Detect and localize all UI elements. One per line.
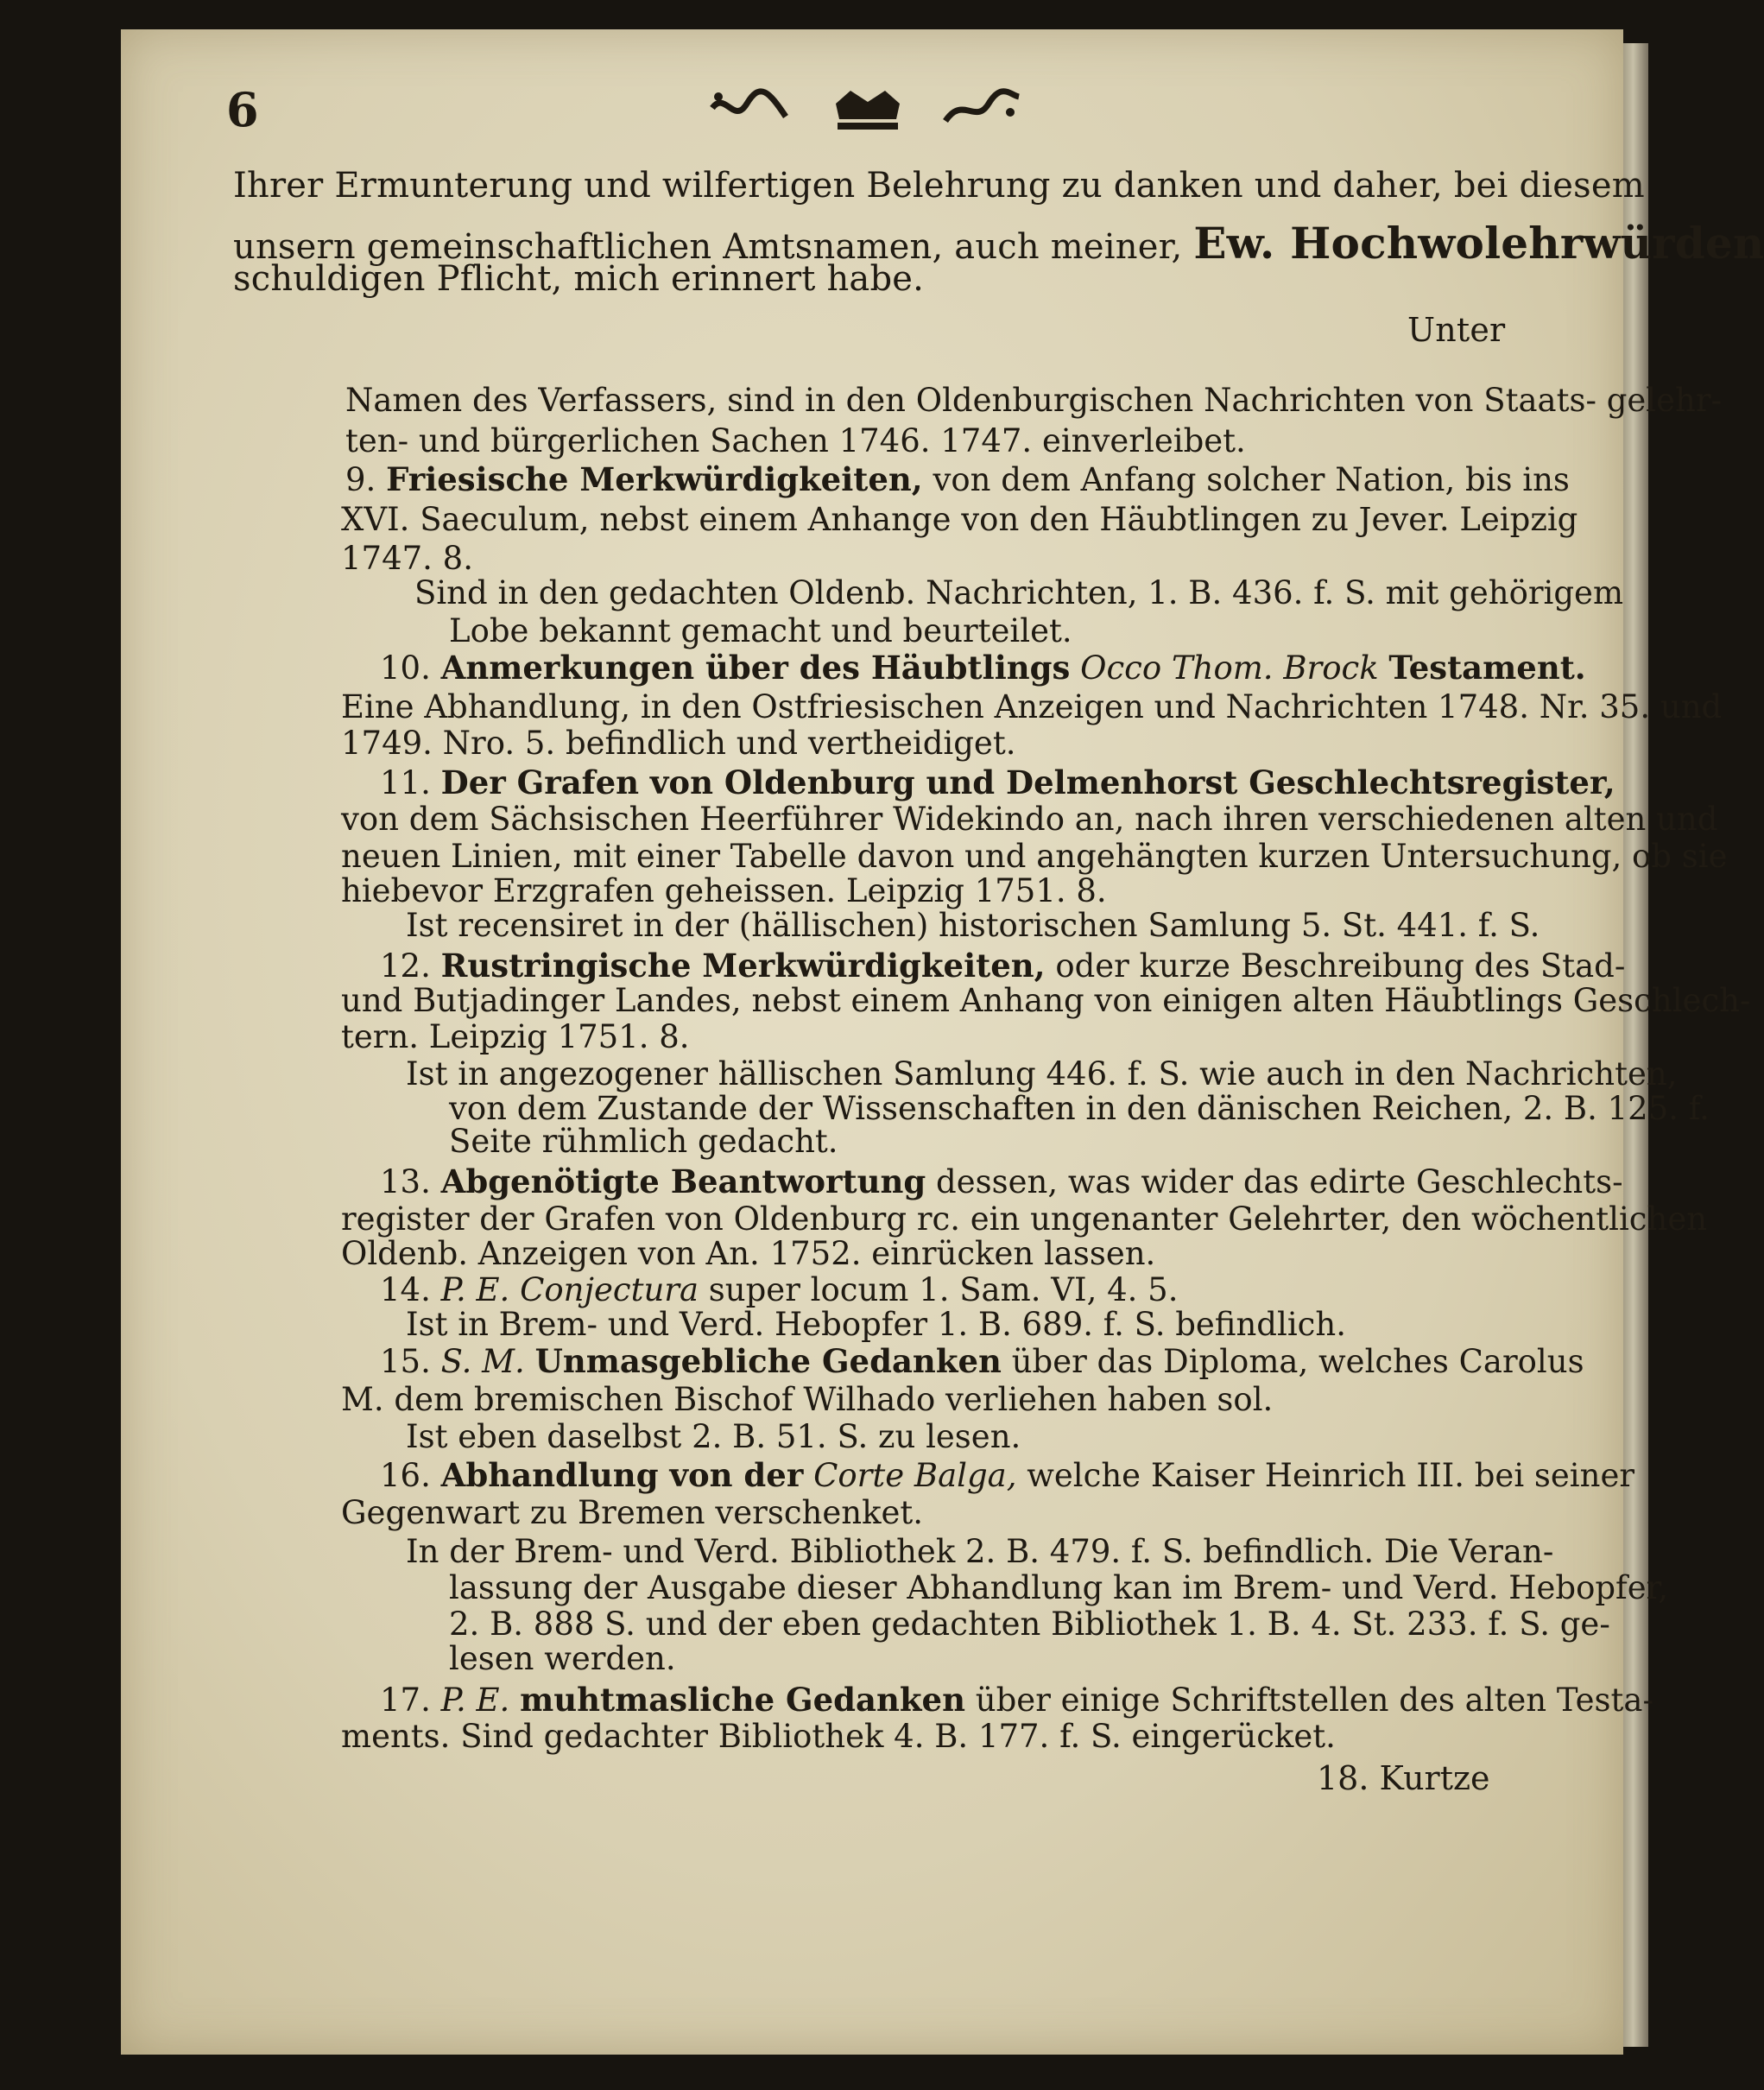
- entry-15-line-2: M. dem bremischen Bischof Wilhado verliehen haben sol.: [341, 1381, 1274, 1418]
- entry-17-number: 17.: [380, 1682, 431, 1719]
- entry-9-title: Friesische Merkwürdigkeiten,: [386, 460, 923, 498]
- entry-13-line-1: [380, 1162, 1623, 1200]
- entry-15-rest: über das Diploma, welches Carolus: [1011, 1343, 1584, 1380]
- entry-9-number: 9.: [345, 461, 376, 498]
- entry-17-line-1: [380, 1681, 1653, 1719]
- entry-11-line-2: von dem Sächsischen Heerführer Widekindo an, nach ihren verschiedenen alten und: [341, 801, 1718, 838]
- entry-13-title: Abgenötigte Beantwortung: [440, 1162, 926, 1200]
- entry-11-line-4: hiebevor Erzgrafen geheissen. Leipzig 1751. 8.: [341, 872, 1107, 909]
- entry-17-rest: über einige Schriftstellen des alten Testa-: [975, 1682, 1653, 1719]
- entry-14-number: 14.: [380, 1271, 431, 1308]
- catchword-bottom: 18. Kurtze: [1317, 1759, 1490, 1797]
- catchword-top: Unter: [1407, 311, 1506, 349]
- intro-line-3: schuldigen Pflicht, mich erinnert habe.: [233, 259, 925, 299]
- entry-12-title: Rustringische Merkwürdigkeiten,: [440, 947, 1046, 985]
- entry-13-line-2: register der Grafen von Oldenburg rc. ein ungenanter Gelehrter, den wöchentlichen: [341, 1200, 1708, 1238]
- entry-12-rest: oder kurze Beschreibung des Stad-: [1055, 947, 1626, 985]
- entry-12-line-4: Ist in angezogener hällischen Samlung 446. f. S. wie auch in den Nachrichten,: [406, 1055, 1678, 1092]
- entry-10-line-2: Eine Abhandlung, in den Ostfriesischen Anzeigen und Nachrichten 1748. Nr. 35. und: [341, 688, 1723, 725]
- entry-10-line-3: 1749. Nro. 5. befindlich und vertheidiget.: [341, 725, 1016, 762]
- page-number: 6: [226, 82, 259, 137]
- entry-12-line-6: Seite rühmlich gedacht.: [449, 1123, 838, 1160]
- entry-12-number: 12.: [380, 947, 431, 985]
- entry-11-line-5: Ist recensiret in der (hällischen) historischen Samlung 5. St. 441. f. S.: [406, 907, 1540, 944]
- entry-16-name: Corte Balga,: [813, 1457, 1017, 1494]
- entry-10-title: Anmerkungen über des Häubtlings: [440, 649, 1071, 687]
- entry-17-title: muhtmasliche Gedanken: [520, 1681, 966, 1719]
- entry-16-line-3: In der Brem- und Verd. Bibliothek 2. B. 479. f. S. befindlich. Die Veran-: [406, 1533, 1554, 1570]
- intro-line-2-start: unsern gemeinschaftlichen Amtsnamen, auch meiner,: [233, 227, 1183, 267]
- entry-13-line-3: Oldenb. Anzeigen von An. 1752. einrücken lassen.: [341, 1235, 1156, 1272]
- entry-16-number: 16.: [380, 1457, 431, 1494]
- intro-line-2-address: Ew. Hochwolehrwürden: [1193, 218, 1764, 269]
- entry-14-rest: super locum 1. Sam. VI, 4. 5.: [708, 1271, 1179, 1308]
- entry-8-line-2: ten- und bürgerlichen Sachen 1746. 1747. einverleibet.: [345, 422, 1246, 459]
- entry-15-line-1: [380, 1342, 1584, 1380]
- entry-14-author: P. E.: [440, 1271, 510, 1308]
- entry-11-title: Der Grafen von Oldenburg und Delmenhorst Geschlechtsregister,: [440, 763, 1615, 801]
- entry-8-line-1: Namen des Verfassers, sind in den Oldenburgischen Nachrichten von Staats- gelehr-: [345, 382, 1723, 419]
- entry-10-line-1: [380, 649, 1586, 687]
- entry-14-title: Conjectura: [520, 1271, 699, 1308]
- entry-9-line-2: XVI. Saeculum, nebst einem Anhange von den Häubtlingen zu Jever. Leipzig: [341, 501, 1578, 538]
- entry-11-line-1: [380, 763, 1615, 801]
- entry-13-rest: dessen, was wider das edirte Geschlechts-: [936, 1163, 1623, 1200]
- entry-12-line-3: tern. Leipzig 1751. 8.: [341, 1018, 690, 1055]
- entry-16-line-4: lassung der Ausgabe dieser Abhandlung kan im Brem- und Verd. Hebopfer,: [449, 1569, 1668, 1606]
- entry-15-line-3: Ist eben daselbst 2. B. 51. S. zu lesen.: [406, 1418, 1021, 1455]
- entry-16-line-2: Gegenwart zu Bremen verschenket.: [341, 1494, 924, 1531]
- entry-12-line-1: [380, 947, 1626, 985]
- entry-16-line-5: 2. B. 888 S. und der eben gedachten Bibliothek 1. B. 4. St. 233. f. S. ge-: [449, 1606, 1610, 1643]
- entry-15-title: Unmasgebliche Gedanken: [534, 1342, 1002, 1380]
- left-flourish-ornament: [708, 86, 790, 130]
- right-flourish-ornament: [941, 86, 1023, 130]
- book-spine: [1623, 43, 1648, 2047]
- entry-13-number: 13.: [380, 1163, 431, 1200]
- entry-9-line-4: Sind in den gedachten Oldenb. Nachrichten, 1. B. 436. f. S. mit gehörigem: [414, 574, 1624, 611]
- intro-line-1: Ihrer Ermunterung und wilfertigen Belehrung zu danken und daher, bei diesem: [233, 166, 1645, 206]
- entry-10-rest: Testament.: [1388, 649, 1586, 687]
- entry-16-title: Abhandlung von der: [440, 1456, 804, 1494]
- entry-16-rest: welche Kaiser Heinrich III. bei seiner: [1027, 1457, 1635, 1494]
- entry-9-line-1: [345, 460, 1570, 498]
- entry-12-line-5: von dem Zustande der Wissenschaften in den dänischen Reichen, 2. B. 125. f.: [449, 1090, 1710, 1127]
- entry-11-number: 11.: [380, 764, 431, 801]
- entry-17-line-2: ments. Sind gedachter Bibliothek 4. B. 177. f. S. eingerücket.: [341, 1718, 1336, 1755]
- entry-10-name: Occo Thom. Brock: [1080, 649, 1379, 687]
- entry-11-line-3: neuen Linien, mit einer Tabelle davon und angehängten kurzen Untersuchung, ob sie: [341, 838, 1728, 875]
- entry-9-rest: von dem Anfang solcher Nation, bis ins: [933, 461, 1570, 498]
- entry-9-line-3: 1747. 8.: [341, 540, 473, 577]
- entry-9-line-5: Lobe bekannt gemacht und beurteilet.: [449, 612, 1072, 649]
- entry-12-line-2: und Butjadinger Landes, nebst einem Anhang von einigen alten Häubtlings Geschlech-: [341, 982, 1751, 1019]
- entry-16-line-6: lesen werden.: [449, 1640, 676, 1677]
- entry-14-line-2: Ist in Brem- und Verd. Hebopfer 1. B. 689. f. S. befindlich.: [406, 1306, 1346, 1343]
- entry-10-number: 10.: [380, 649, 431, 687]
- entry-16-line-1: [380, 1456, 1635, 1494]
- entry-15-author: S. M.: [440, 1343, 525, 1380]
- entry-14-line-1: [380, 1271, 1179, 1308]
- entry-15-number: 15.: [380, 1343, 431, 1380]
- entry-17-author: P. E.: [440, 1682, 510, 1719]
- crown-ornament: [829, 86, 907, 134]
